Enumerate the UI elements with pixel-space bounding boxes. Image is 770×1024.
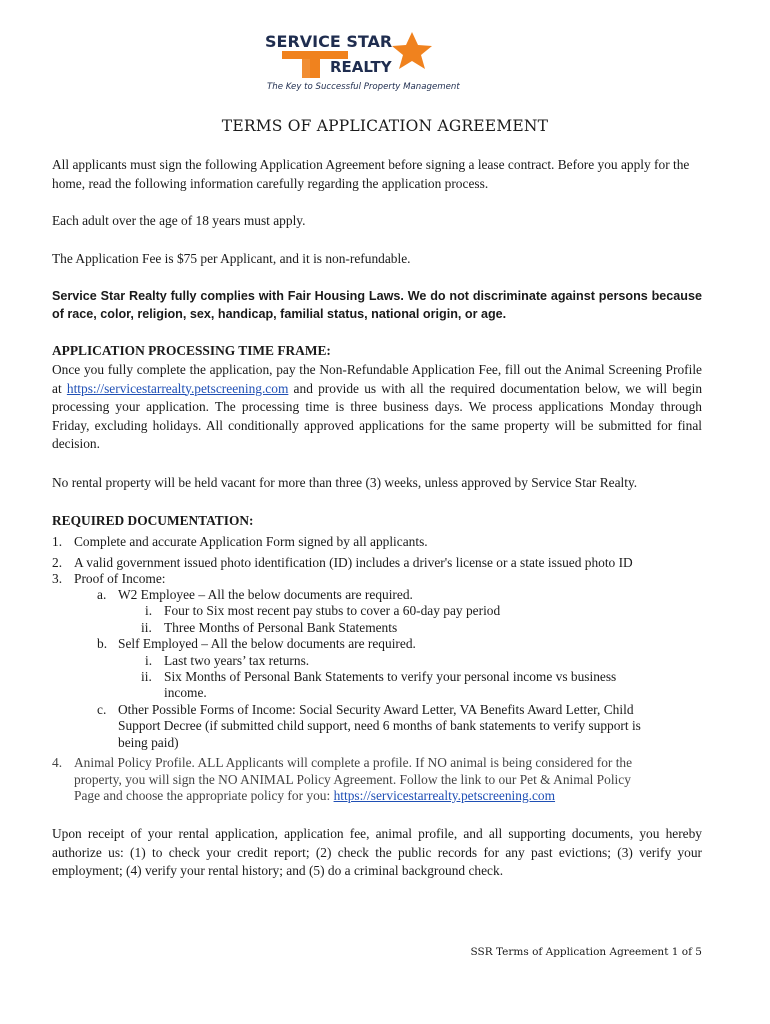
company-logo [262, 28, 492, 94]
adults-paragraph: Each adult over the age of 18 years must apply. [52, 213, 306, 228]
sublist-number: a. [97, 587, 107, 602]
vacancy-paragraph: No rental property will be held vacant for more than three (3) weeks, unless approved by Service Star Realty. [52, 475, 638, 490]
list-item-number: 4. [52, 755, 63, 770]
list-item: Complete and accurate Application Form signed by all applicants. [74, 534, 428, 549]
fee-paragraph: The Application Fee is $75 per Applicant, and it is non-refundable. [52, 251, 411, 266]
list-item-number: 1. [52, 534, 63, 549]
sublist-item: W2 Employee – All the below documents are required. [118, 587, 413, 602]
sublist-number: i. [145, 603, 153, 618]
authorization-paragraph: Upon receipt of your rental application, application fee, animal profile, and all supporting documents, you hereby authorize us: (1) to check your credit report; (2) check the public records for any past evictions; (3) verify your employment; (4) verify your rental history; and (5) do a criminal background check. [52, 826, 702, 879]
list-item: Proof of Income: [74, 571, 166, 586]
documentation-heading: REQUIRED DOCUMENTATION: [52, 513, 254, 528]
sublist-number: b. [97, 636, 108, 651]
petscreening-link[interactable]: https://servicestarrealty.petscreening.com [66, 380, 289, 396]
sublist-item-continued: being paid) [118, 735, 179, 750]
sublist-item: Three Months of Personal Bank Statements [164, 620, 398, 635]
list-item: Animal Policy Profile. ALL Applicants will complete a profile. If NO animal is being considered for the [74, 755, 633, 770]
logo-line2: REALTY [330, 58, 392, 76]
sublist-number: ii. [141, 620, 152, 635]
sublist-item: Self Employed – All the below documents are required. [118, 636, 416, 651]
page-title: TERMS OF APPLICATION AGREEMENT [221, 117, 549, 135]
logo-tagline: The Key to Successful Property Management [267, 82, 460, 92]
sublist-item-continued: Support Decree (if submitted child support, need 6 months of bank statements to verify support is [118, 718, 641, 733]
sublist-item-continued: income. [164, 685, 207, 700]
logo-line1: SERVICE STAR [265, 32, 393, 51]
list-item-continued: property, you will sign the NO ANIMAL Policy Agreement. Follow the link to our Pet & Animal Policy [74, 772, 631, 787]
processing-heading: APPLICATION PROCESSING TIME FRAME: [52, 343, 331, 358]
list-item-number: 3. [52, 571, 63, 586]
list-item: A valid government issued photo identification (ID) includes a driver's license or a state issued photo ID [74, 555, 633, 570]
processing-paragraph: Once you fully complete the application, pay the Non-Refundable Application Fee, fill out the Animal Screening Profile at https://servicestarrealty.petscreening.com and provide us with all the required documentation below, we will begin processing your application. The processing time is three business days. We process applications Monday through Friday, excluding holidays. All conditionally approved applications for the same property will be submitted for final decision. [52, 362, 703, 452]
page-footer: SSR Terms of Application Agreement 1 of 5 [470, 946, 702, 958]
sublist-number: i. [145, 653, 153, 668]
list-item-continued: Page and choose the appropriate policy for you: https://servicestarrealty.petscreening.com [74, 788, 556, 803]
star-icon [392, 32, 432, 69]
sublist-number: c. [97, 702, 107, 717]
fair-housing-statement: Service Star Realty fully complies with Fair Housing Laws. We do not discriminate against persons because of race, color, religion, sex, handicap, familial status, national origin, or age. [52, 289, 702, 321]
intro-paragraph: All applicants must sign the following Application Agreement before signing a lease contract. Before you apply for the home, read the following information carefully regarding the application process. [52, 157, 690, 191]
sublist-item: Other Possible Forms of Income: Social Security Award Letter, VA Benefits Award Letter, Child [118, 702, 634, 717]
sublist-item: Four to Six most recent pay stubs to cover a 60-day pay period [164, 603, 501, 618]
sublist-item: Last two years’ tax returns. [164, 653, 310, 668]
sublist-number: ii. [141, 669, 152, 684]
sublist-item: Six Months of Personal Bank Statements to verify your personal income vs business [164, 669, 617, 684]
list-item-number: 2. [52, 555, 63, 570]
petscreening-link-2[interactable]: https://servicestarrealty.petscreening.com [333, 788, 556, 803]
